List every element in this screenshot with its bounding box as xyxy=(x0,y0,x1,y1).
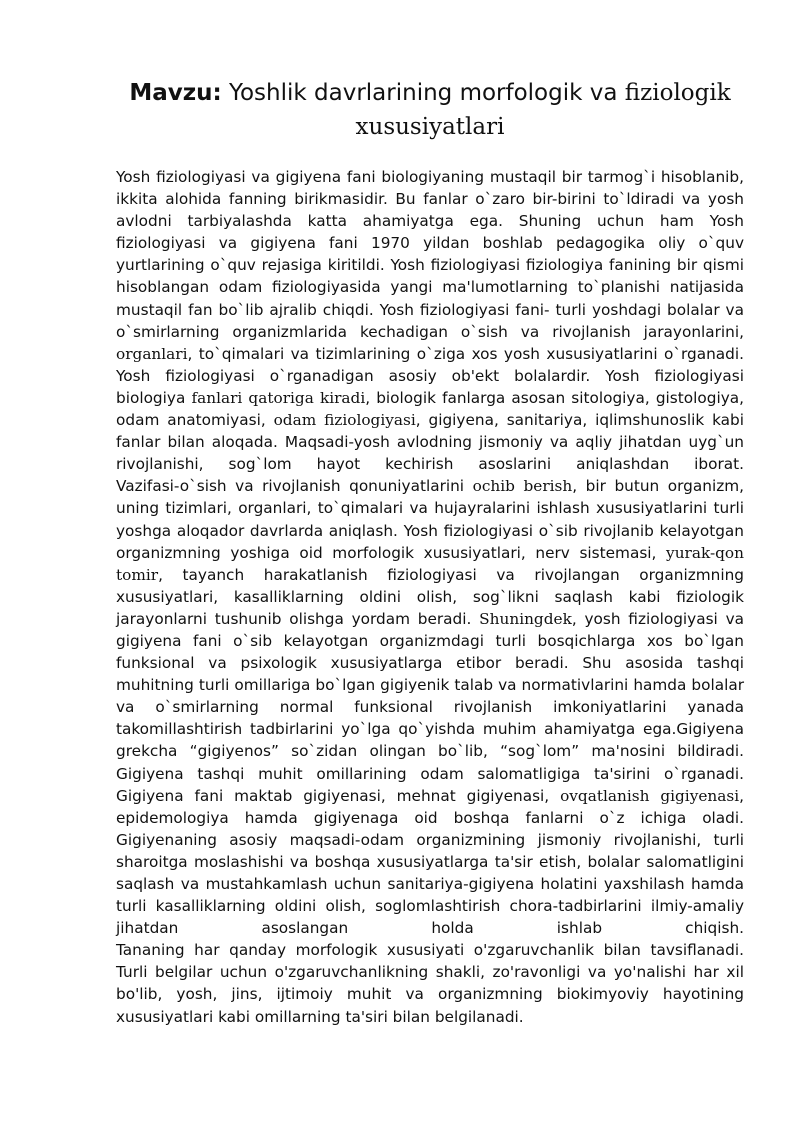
document-body xyxy=(116,166,744,1028)
text-run: , bir butun organizm, uning tizimlari, organlari, to`qimalari va hujayralarini ishlash xususiyatlarini turli yoshga aloqador davrlarda aniqlash. Yosh fiziologiyasi o`sib rivojlanib kelayotgan organizmning yoshiga oid morfologik xususiyatlari, nerv sistemasi, xyxy=(116,477,744,562)
text-run: ochib berish xyxy=(472,477,573,496)
text-run: Tananing har qanday morfologik xususiyati o'zgaruvchanlik bilan tavsiflanadi. Turli belgilar uchun o'zgaruvchanlikning shakli, zo'ravonligi va yo'nalishi har xil bo'lib, yosh, jins, ijtimoiy muhit va organizmning biokimyoviy hayotining xususiyatlari kabi omillarning ta'siri bilan belgilanadi. xyxy=(116,941,744,1026)
title-text-b: fiziologik xususiyatlari xyxy=(355,80,731,140)
document-title xyxy=(116,76,744,144)
text-run: Yosh fiziologiyasi va gigiyena fani biologiyaning mustaqil bir tarmog`i hisoblanib, ikkita alohida fanning birikmasidir. Bu fanlar o`zaro bir-birini to`ldiradi va yosh avlodni tarbiyalashda katta ahamiyatga ega. Shuning uchun ham Yosh fiziologiyasi va gigiyena fani 1970 yildan boshlab pedagogika oliy o`quv yurtlarining o`quv rejasiga kiritildi. Yosh fiziologiyasi fiziologiya fanining bir qismi hisoblangan odam fiziologiyasida yangi ma'lumotlarning to`planishi natijasida mustaqil fan bo`lib ajralib chiqdi. Yosh fiziologiyasi fani- turli yoshdagi bolalar va o`smirlarning organizmlarida kechadigan o`sish va rivojlanish jarayonlarini, xyxy=(116,168,744,341)
text-run: fanlari qatoriga kiradi xyxy=(191,388,366,407)
text-run: ovqatlanish gigiyenasi xyxy=(560,786,740,805)
body-paragraph xyxy=(116,475,744,939)
text-run: , epidemologiya hamda gigiyenaga oid boshqa fanlarni o`z ichiga oladi. Gigiyenaning asosiy maqsadi-odam organizmining jismoniy rivojlanishi, turli sharoitga moslashishi va boshqa xususiyatlarga ta'sir etish, bolalar salomatligini saqlash va mustahkamlash uchun sanitariya-gigiyena holatini yaxshilash hamda turli kasalliklarning oldini olish, soglomlashtirish chora-tadbirlarini ilmiy-amaliy jihatdan asoslangan holda ishlab chiqish. xyxy=(116,786,744,938)
text-run: odam fiziologiyasi xyxy=(273,411,416,430)
text-run: , gigiyena, sanitariya, iqlimshunoslik kabi fanlar bilan aloqada. Maqsadi-yosh avlodning jismoniy va aqliy jihatdan uyg`un rivojlanishi, sog`lom hayot kechirish asoslarini aniqlashdan iborat. xyxy=(116,411,744,474)
title-label: Mavzu: xyxy=(129,80,222,106)
title-text-a: Yoshlik davrlarining morfologik va xyxy=(228,80,618,106)
text-run: Shuningdek xyxy=(479,609,572,628)
text-run: yurak-qon tomir xyxy=(116,543,744,584)
text-run: organlari xyxy=(116,344,188,363)
body-paragraph xyxy=(116,939,744,1027)
text-run: , biologik fanlarga asosan sitologiya, gistologiya, odam anatomiyasi, xyxy=(116,388,744,430)
text-run: , to`qimalari va tizimlarining o`ziga xos yosh xususiyatlarini o`rganadi. Yosh fiziologiyasi o`rganadigan asosiy ob'ekt bolalardir. Yosh fiziologiyasi biologiya xyxy=(116,344,744,407)
text-run: , yosh fiziologiyasi va gigiyena fani o`sib kelayotgan organizmdagi turli bosqichlarga xos bo`lgan funksional va psixologik xususiyatlarga etibor beradi. Shu asosida tashqi muhitning turli omillariga bo`lgan gigiyenik talab va normativlarini hamda bolalar va o`smirlarning normal funksional rivojlanish imkoniyatlarini yanada takomillashtirish tadbirlarini yo`lga qo`yishda muhim ahamiyatga ega.Gigiyena grekcha “gigiyenos” so`zidan olingan bo`lib, “sog`lom” ma'nosini bildiradi. Gigiyena tashqi muhit omillarining odam salomatligiga ta'sirini o`rganadi. Gigiyena fani maktab gigiyenasi, mehnat gigiyenasi, xyxy=(116,609,744,805)
body-paragraph xyxy=(116,166,744,475)
text-run: Vazifasi-o`sish va rivojlanish qonuniyatlarini xyxy=(116,477,473,496)
text-run: , tayanch harakatlanish fiziologiyasi va rivojlangan organizmning xususiyatlari, kasalliklarning oldini olish, sog`likni saqlash kabi fiziologik jarayonlarni tushunib olishga yordam beradi. xyxy=(116,565,744,628)
